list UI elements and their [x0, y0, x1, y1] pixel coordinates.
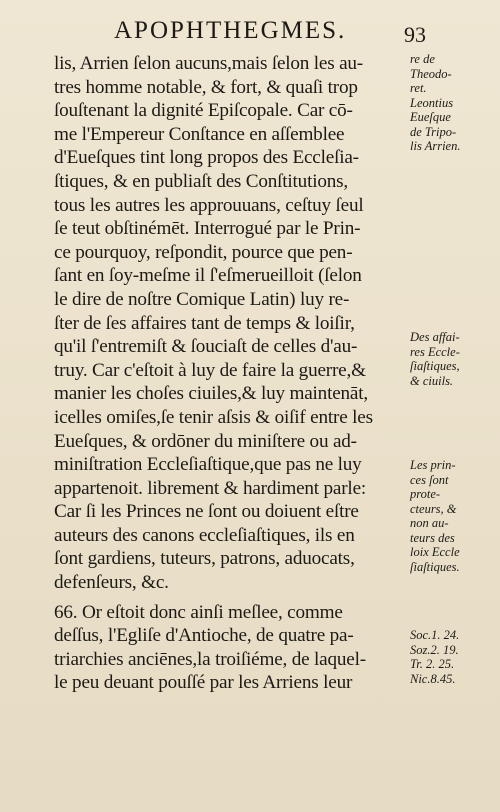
text-line: Car ſi les Princes ne ſont ou doiuent eſtre: [54, 501, 359, 523]
text-line: ce pourquoy, reſpondit, pource que pen-: [54, 241, 353, 263]
text-line: me l'Empereur Conſtance en aſſemblee: [54, 123, 345, 145]
text-line: 66. Or eſtoit donc ainſi meſlee, comme: [54, 601, 343, 623]
text-line: qu'il ſ'entremiſt & ſouciaſt de celles d'au-: [54, 336, 358, 358]
text-line: defenſeurs, &c.: [54, 572, 169, 594]
text-line: ſter de ſes affaires tant de temps & loiſir,: [54, 312, 355, 334]
margin-note-line: Tr. 2. 25.: [410, 657, 455, 671]
margin-note-line: Les prin-: [410, 458, 456, 472]
margin-note: [410, 330, 460, 388]
margin-note-line: prote-: [410, 487, 441, 501]
margin-note: [410, 52, 460, 154]
text-line: ſtiques, & en publiaſt des Conſtitutions,: [54, 170, 348, 192]
margin-note-line: Des affai-: [410, 330, 460, 344]
text-line: auteurs des canons eccleſiaſtiques, ils en: [54, 524, 355, 546]
text-line: Eueſques, & ordōner du miniſtere ou ad-: [54, 430, 357, 452]
margin-note-line: Soc.1. 24.: [410, 628, 460, 642]
text-line: appartenoit. librement & hardiment parle:: [54, 477, 367, 499]
margin-note-line: loix Eccle: [410, 545, 460, 559]
margin-note-line: lis Arrien.: [410, 139, 461, 153]
text-line: deſſus, l'Egliſe d'Antioche, de quatre pa-: [54, 625, 354, 647]
margin-note-line: Theodo-: [410, 66, 452, 81]
text-line: ſant en ſoy-meſme il ſ'eſmerueilloit (ſelon: [54, 265, 362, 287]
margin-note-line: teurs des: [410, 530, 455, 545]
margin-note-line: ſiaſtiques,: [410, 359, 460, 373]
text-line: ſouſtenant la dignité Epiſcopale. Car cō-: [54, 100, 353, 122]
text-line: triarchies anciēnes,la troiſiéme, de laquel-: [54, 648, 366, 670]
margin-note-line: cteurs, &: [410, 501, 457, 516]
margin-note: [410, 458, 460, 574]
margin-note-line: non au-: [410, 516, 449, 530]
margin-note-line: re de: [410, 52, 435, 66]
margin-note: [410, 628, 459, 686]
text-line: lis, Arrien ſelon aucuns,mais ſelon les au-: [54, 53, 363, 74]
margin-note-line: Eueſque: [410, 110, 451, 124]
margin-note-line: & ciuils.: [410, 373, 454, 388]
text-line: truy. Car c'eſtoit à luy de faire la guerre,&: [54, 359, 366, 381]
body-text: [54, 52, 408, 695]
text-line: tres homme notable, & fort, & quaſi trop: [54, 76, 358, 98]
page-header: [114, 14, 426, 48]
text-line: le peu deuant pouſſé par les Arriens leur: [54, 672, 353, 694]
text-line: manier les choſes ciuiles,& luy maintenāt,: [54, 383, 368, 405]
margin-note-line: Nic.8.45.: [410, 671, 456, 686]
margin-note-line: ſiaſtiques.: [410, 559, 460, 574]
margin-note-line: res Eccle-: [410, 344, 460, 359]
text-line: d'Eueſques tint long propos des Eccleſia-: [54, 147, 359, 169]
margin-note-line: Leontius: [410, 95, 454, 110]
text-line: icelles omiſes,ſe tenir aſsis & oiſif entre les: [54, 406, 373, 428]
text-line: miniſtration Eccleſiaſtique,que pas ne luy: [54, 454, 362, 476]
text-line: tous les autres les approuuans, ceſtuy ſeul: [54, 194, 364, 216]
margin-note-line: Soz.2. 19.: [410, 642, 459, 657]
text-line: ſe teut obſtinémēt. Interrogué par le Prin-: [54, 218, 361, 240]
running-head: APOPHTHEGMES.: [114, 17, 347, 44]
text-line: ſont gardiens, tuteurs, patrons, aduocats,: [54, 548, 355, 570]
page-number: 93: [404, 22, 426, 47]
margin-note-line: ret.: [410, 81, 427, 95]
margin-note-line: de Tripo-: [410, 124, 457, 139]
text-line: le dire de noſtre Comique Latin) luy re-: [54, 288, 350, 310]
margin-note-line: ces ſont: [410, 472, 449, 487]
